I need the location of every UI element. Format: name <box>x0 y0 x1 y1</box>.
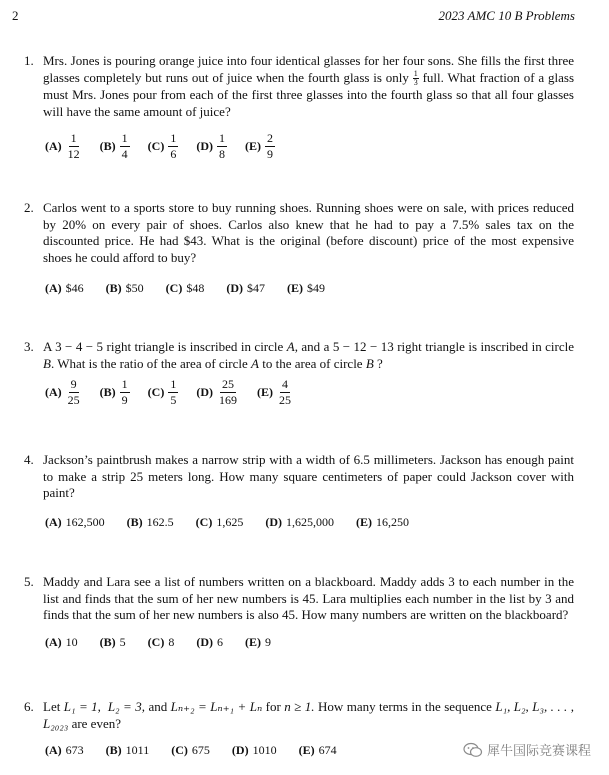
choice-value: $48 <box>186 281 205 295</box>
math-variable: A <box>286 339 295 354</box>
choice-label: (E) <box>298 743 315 757</box>
choice-d <box>196 634 223 651</box>
choice-label: (B) <box>105 281 122 295</box>
choice-label: (B) <box>99 139 116 154</box>
choice-fraction <box>120 132 130 161</box>
choice-c <box>148 378 179 407</box>
choice-value: $49 <box>307 281 326 295</box>
choice-value: 162.5 <box>146 514 174 529</box>
choice-c <box>171 742 210 759</box>
fraction-denominator: 6 <box>170 147 177 162</box>
fraction-denominator: 25 <box>67 393 80 407</box>
choice-d <box>196 132 227 161</box>
fraction-numerator: 4 <box>282 377 289 391</box>
problem-text-part: . What is the ratio of the area of circle <box>50 355 252 371</box>
problem-5 <box>24 574 574 650</box>
fraction-denominator: 9 <box>267 147 274 162</box>
choice-fraction <box>66 378 82 407</box>
choice-e <box>245 634 271 651</box>
choice-e <box>287 280 325 297</box>
problem-text-part: for <box>262 699 285 714</box>
choice-fraction <box>120 378 130 407</box>
fraction-numerator: 9 <box>70 377 77 391</box>
fraction-denominator: 25 <box>279 393 292 407</box>
choice-d <box>196 378 239 407</box>
answer-choices <box>45 514 574 531</box>
fraction-denominator: 12 <box>67 147 80 162</box>
math-expression: n ≥ 1. <box>284 699 315 714</box>
choice-label: (B) <box>126 514 143 529</box>
choice-label: (D) <box>231 743 249 757</box>
choice-value: 162,500 <box>65 514 105 529</box>
choice-label: (D) <box>226 281 244 295</box>
problem-text-part: ? <box>373 355 383 371</box>
choice-value: 1,625 <box>216 514 244 529</box>
choice-b <box>100 132 130 161</box>
fraction-denominator: 8 <box>219 147 226 162</box>
choice-c <box>166 280 205 297</box>
problem-text-part: to the area of circle <box>259 355 366 371</box>
choice-label: (C) <box>171 743 188 757</box>
choice-label: (D) <box>265 514 283 529</box>
problem-text: Jackson’s paintbrush makes a narrow strip with a width of 6.5 millimeters. Jackson has enough paint to make a strip 25 meters long. How many square centimeters of paper could Jackson cover with paint? <box>43 452 574 500</box>
problem-number: 5. <box>24 574 34 589</box>
problem-4 <box>24 452 574 530</box>
problem-text-part: Let <box>43 699 64 714</box>
fraction-numerator: 2 <box>267 131 274 146</box>
problem-text-part: A 3 − 4 − 5 right triangle is inscribed in circle <box>43 339 287 354</box>
choice-c <box>148 132 179 161</box>
answer-choices <box>45 634 574 651</box>
problem-text-part: and <box>145 699 171 714</box>
fraction-denominator: 3 <box>413 78 418 88</box>
fraction-numerator: 1 <box>121 377 128 391</box>
choice-fraction <box>168 378 178 407</box>
choice-value: 5 <box>119 634 126 649</box>
choice-b <box>106 280 144 297</box>
problem-text <box>43 339 574 372</box>
fraction-denominator: 5 <box>170 393 177 407</box>
choice-label: (C) <box>165 281 183 295</box>
choice-d <box>265 514 334 531</box>
choice-value: 6 <box>217 634 224 649</box>
problem-text: Maddy and Lara see a list of numbers written on a blackboard. Maddy adds 3 to each number in the list and finds that the sum of her new numbers is 45. Lara multiplies each number in the list by 3 and finds that the sum of her new numbers is also 45. How many numbers are written on the blackboard? <box>43 574 574 622</box>
choice-d <box>232 742 277 759</box>
problem-2 <box>24 200 574 297</box>
choice-value: $50 <box>125 281 144 295</box>
choice-value: 8 <box>168 634 175 649</box>
fraction-numerator: 1 <box>170 131 177 146</box>
choice-label: (A) <box>45 514 62 529</box>
choice-label: (A) <box>45 634 62 649</box>
choice-label: (E) <box>245 634 262 649</box>
choice-label: (C) <box>147 634 165 649</box>
math-variable: B <box>43 355 51 371</box>
math-expression: Lₙ₊₂ = Lₙ₊₁ + Lₙ <box>170 699 263 714</box>
choice-b <box>100 378 130 407</box>
choice-fraction <box>277 378 293 407</box>
problem-text: Carlos went to a sports store to buy running shoes. Running shoes were on sale, with prices reduced by 20% on every pair of shoes. Carlos also knew that he had to pay a 7.5% sales tax on the discounted price. He had $43. What is the original (before discount) price of the most expensive shoes he could afford to buy? <box>43 200 574 265</box>
choice-label: (A) <box>45 281 62 295</box>
choice-label: (D) <box>196 634 214 649</box>
choice-value: 9 <box>265 634 272 649</box>
math-variable: A <box>251 355 259 371</box>
fraction-numerator: 1 <box>170 377 177 391</box>
fraction-numerator: 1 <box>219 131 226 146</box>
watermark <box>463 740 591 759</box>
choice-a <box>45 132 82 161</box>
problem-text-part: , and a 5 − 12 − 13 right triangle is inscribed in circle <box>294 339 575 354</box>
choice-e <box>299 742 337 759</box>
problem-text-part: Mrs. Jones is pouring orange juice into four identical glasses for her four sons. She fills the first three glasses completely but runs out of juice when the fourth glass is only <box>43 53 574 85</box>
problem-1 <box>24 53 574 161</box>
choice-value: $47 <box>247 281 266 295</box>
choice-b <box>127 514 174 531</box>
choice-label: (E) <box>257 385 274 400</box>
problem-text-part: are even? <box>68 715 121 731</box>
choice-fraction <box>217 132 227 161</box>
problem-number: 1. <box>24 53 34 68</box>
choice-c <box>196 514 244 531</box>
problem-number: 6. <box>24 699 34 714</box>
choice-value: 675 <box>191 743 210 757</box>
answer-choices <box>45 132 574 161</box>
choice-value: 1,625,000 <box>286 514 335 529</box>
choice-c <box>148 634 175 651</box>
choice-b <box>100 634 126 651</box>
problem-3 <box>24 339 574 407</box>
answer-choices <box>45 378 574 407</box>
wechat-icon <box>463 742 483 758</box>
math-expression: L₁ = 1, <box>63 699 101 714</box>
choice-e <box>257 378 293 407</box>
choice-value: $46 <box>65 281 84 295</box>
page-number: 2 <box>12 8 19 23</box>
running-head-title: 2023 AMC 10 B Problems <box>438 8 575 23</box>
problem-text-part: How many terms in the sequence <box>314 699 496 714</box>
choice-value: 673 <box>65 743 84 757</box>
choice-d <box>226 280 265 297</box>
choice-fraction <box>217 378 239 407</box>
choice-label: (C) <box>147 139 165 154</box>
math-expression: L₂ = 3, <box>107 699 145 714</box>
choice-label: (B) <box>99 634 116 649</box>
problem-number: 3. <box>24 339 34 354</box>
fraction-denominator: 4 <box>121 147 128 162</box>
choice-a <box>45 280 84 297</box>
problem-text-part: full. What fraction of a glass must Mrs. Jones pour from each of the first three glasses into the fourth glass so that all four glasses will have the same amount of juice? <box>43 69 574 119</box>
choice-b <box>106 742 150 759</box>
problem-number: 2. <box>24 200 34 215</box>
math-expression: L₁, L₂, L₃, . . . , L₂₀₂₃ <box>43 699 574 731</box>
choice-fraction <box>66 132 82 161</box>
fraction-numerator: 1 <box>70 131 77 146</box>
choice-label: (C) <box>147 385 165 400</box>
choice-label: (A) <box>45 743 62 757</box>
choice-label: (C) <box>195 514 213 529</box>
problem-text <box>43 699 574 732</box>
problem-text <box>43 53 574 120</box>
fraction-numerator: 1 <box>121 131 128 146</box>
choice-value: 10 <box>65 634 78 649</box>
choice-label: (E) <box>287 281 304 295</box>
choice-label: (D) <box>196 139 214 154</box>
fraction-numerator: 25 <box>222 377 235 391</box>
fraction-numerator: 1 <box>413 69 418 79</box>
choice-label: (B) <box>105 743 122 757</box>
choice-value: 674 <box>318 743 337 757</box>
choice-e <box>356 514 409 531</box>
choice-fraction <box>265 132 275 161</box>
choice-label: (D) <box>196 385 214 400</box>
problem-number: 4. <box>24 452 34 467</box>
fraction-denominator: 169 <box>219 393 238 407</box>
choice-value: 1011 <box>125 743 150 757</box>
choice-label: (E) <box>245 139 262 154</box>
choice-a <box>45 378 82 407</box>
choice-fraction <box>168 132 178 161</box>
choice-a <box>45 742 84 759</box>
watermark-text: 犀牛国际竞赛课程 <box>486 744 591 759</box>
choice-a <box>45 634 78 651</box>
math-variable: B <box>365 355 374 371</box>
choice-a <box>45 514 105 531</box>
fraction-denominator: 9 <box>121 393 128 407</box>
choice-e <box>245 132 275 161</box>
choice-label: (B) <box>99 385 116 400</box>
choice-label: (E) <box>356 514 373 529</box>
choice-value: 1010 <box>252 743 277 757</box>
choice-value: 16,250 <box>376 514 410 529</box>
choice-label: (A) <box>45 139 62 154</box>
choice-label: (A) <box>45 385 62 400</box>
answer-choices <box>45 280 574 297</box>
